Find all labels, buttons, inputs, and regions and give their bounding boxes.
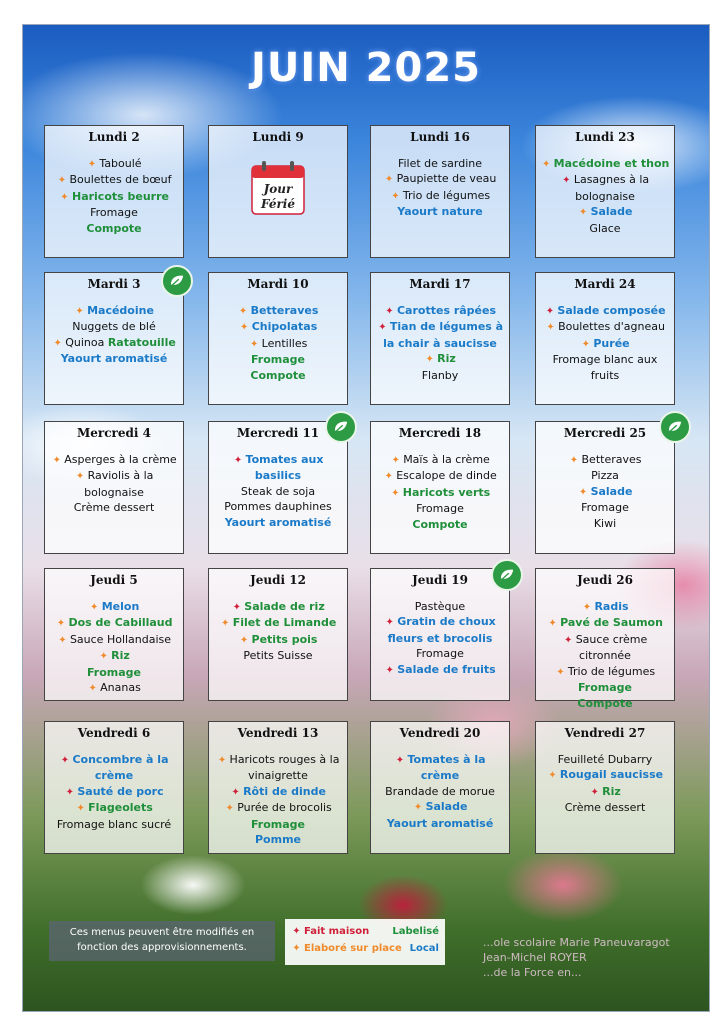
menu-item-text: Fromage bbox=[577, 681, 632, 694]
menu-item-text: Rôti de dinde bbox=[243, 784, 326, 798]
menu-item bbox=[212, 319, 344, 336]
orange-star-icon: ✦ bbox=[240, 322, 249, 333]
disclaimer-note: Ces menus peuvent être modifiés en fonction des approvisionnements. bbox=[49, 921, 275, 961]
day-title: Mardi 17 bbox=[409, 277, 471, 291]
red-star-icon: ✦ bbox=[385, 305, 394, 317]
menu-item bbox=[212, 784, 344, 801]
menu-item-text: Salade bbox=[590, 484, 633, 498]
day-card bbox=[44, 125, 184, 258]
signature-line: ...ole scolaire Marie Paneuvaragot bbox=[483, 936, 670, 949]
menu-item bbox=[374, 784, 506, 800]
menu-item bbox=[212, 800, 344, 817]
menu-item-text: Chipolatas bbox=[251, 320, 318, 333]
menu-item bbox=[374, 351, 506, 368]
menu-item-text: Pomme bbox=[254, 833, 301, 846]
ferie-text-1: Jour bbox=[263, 181, 293, 196]
menu-item bbox=[48, 335, 180, 352]
menu-poster bbox=[22, 24, 710, 1012]
menu-item-text: Tomates aux basilics bbox=[245, 452, 324, 482]
menu-item-text: Asperges à la crème bbox=[64, 452, 177, 466]
red-star-icon: ✦ bbox=[60, 754, 70, 766]
menu-item-text: Rougail saucisse bbox=[559, 768, 664, 781]
menu-item-text: Feuilleté Dubarry bbox=[557, 752, 653, 766]
menu-item bbox=[212, 648, 344, 664]
menu-item bbox=[48, 172, 180, 189]
menu-item bbox=[539, 800, 671, 816]
red-star-icon: ✦ bbox=[232, 601, 241, 613]
menu-item-text: Crème dessert bbox=[564, 801, 646, 814]
menu-item bbox=[48, 468, 180, 500]
legend-labelise: Labelisé bbox=[392, 926, 439, 937]
menu-item-text: Tomates à la crème bbox=[407, 752, 486, 782]
menu-item-text: Steak de soja bbox=[240, 484, 316, 498]
menu-item bbox=[48, 817, 180, 833]
menu-item-text: Riz bbox=[111, 649, 130, 662]
menu-item bbox=[374, 816, 506, 832]
orange-star-icon: ✦ bbox=[249, 338, 259, 350]
organic-label-icon bbox=[491, 559, 523, 591]
orange-star-icon: ✦ bbox=[425, 354, 434, 365]
menu-item bbox=[212, 352, 344, 368]
menu-item bbox=[539, 599, 671, 616]
menu-item bbox=[539, 696, 671, 712]
menu-item-text: Lasagnes à la bolognaise bbox=[573, 173, 650, 203]
menu-item bbox=[539, 752, 671, 768]
menu-item-text: Fromage blanc aux fruits bbox=[552, 353, 658, 382]
menu-item bbox=[212, 499, 344, 515]
menu-item-text: Trio de légumes bbox=[402, 188, 491, 202]
menu-item-text: Pommes dauphines bbox=[224, 500, 332, 513]
menu-item bbox=[48, 303, 180, 320]
menu-item bbox=[48, 319, 180, 335]
red-star-icon: ✦ bbox=[385, 664, 394, 676]
menu-item-text: Purée bbox=[593, 336, 630, 350]
menu-item-text: Filet de sardine bbox=[397, 156, 483, 170]
menu-item bbox=[212, 452, 344, 484]
red-star-icon: ✦ bbox=[564, 634, 573, 646]
day-title: Lundi 2 bbox=[88, 130, 140, 144]
orange-star-icon: ✦ bbox=[546, 322, 555, 333]
menu-item-text: Yaourt aromatisé bbox=[224, 515, 332, 529]
menu-item bbox=[539, 784, 671, 801]
menu-item bbox=[539, 615, 671, 632]
day-card bbox=[535, 721, 675, 854]
menu-item bbox=[374, 662, 506, 679]
orange-star-icon: ✦ bbox=[578, 486, 588, 498]
red-star-icon: ✦ bbox=[292, 926, 301, 937]
menu-item-text: Salade de fruits bbox=[397, 662, 496, 676]
menu-item-text: Riz bbox=[602, 784, 621, 798]
day-card bbox=[535, 568, 675, 710]
signature-line: ...de la Force en... bbox=[483, 966, 582, 979]
menu-item-text: Fromage bbox=[250, 353, 305, 366]
menu-item-text: Trio de légumes bbox=[567, 664, 656, 678]
day-card bbox=[208, 272, 348, 405]
menu-item-text: Melon bbox=[101, 599, 140, 613]
menu-item-text: Yaourt aromatisé bbox=[386, 816, 494, 830]
orange-star-icon: ✦ bbox=[292, 943, 301, 954]
day-card bbox=[208, 125, 348, 258]
orange-star-icon: ✦ bbox=[57, 175, 67, 186]
red-star-icon: ✦ bbox=[65, 786, 75, 798]
day-card bbox=[44, 721, 184, 854]
orange-star-icon: ✦ bbox=[384, 174, 394, 185]
menu-item-text: Pavé de Saumon bbox=[560, 616, 663, 629]
menu-item bbox=[48, 189, 180, 206]
menu-item-text: Riz bbox=[437, 352, 456, 365]
menu-item-text: Fromage blanc sucré bbox=[56, 817, 172, 831]
red-star-icon: ✦ bbox=[233, 454, 243, 466]
legend bbox=[285, 919, 445, 965]
menu-item-text: Yaourt aromatisé bbox=[60, 352, 168, 365]
menu-item-text: Macédoine bbox=[87, 303, 154, 317]
jour-ferie-illustration bbox=[212, 158, 344, 218]
legend-elabore: Elaboré sur place bbox=[304, 943, 402, 954]
orange-star-icon: ✦ bbox=[220, 618, 230, 629]
menu-item bbox=[48, 156, 180, 173]
day-card bbox=[208, 721, 348, 854]
menu-item-text: Salade bbox=[425, 800, 468, 813]
menu-item-text: Yaourt nature bbox=[397, 205, 483, 218]
menu-item bbox=[374, 171, 506, 188]
orange-star-icon: ✦ bbox=[556, 666, 565, 678]
menu-item bbox=[374, 368, 506, 384]
red-star-icon: ✦ bbox=[231, 786, 240, 798]
day-title: Mardi 24 bbox=[574, 277, 636, 291]
orange-star-icon: ✦ bbox=[548, 618, 557, 629]
menu-item bbox=[212, 632, 344, 649]
menu-item-text: Pastèque bbox=[414, 599, 466, 613]
orange-star-icon: ✦ bbox=[75, 305, 84, 317]
menu-item bbox=[539, 516, 671, 532]
orange-star-icon: ✦ bbox=[99, 651, 108, 662]
menu-item bbox=[48, 205, 180, 221]
menu-item bbox=[48, 800, 180, 817]
menu-item bbox=[212, 303, 344, 320]
day-title: Lundi 9 bbox=[252, 130, 304, 144]
menu-item-text: Brandade de morue bbox=[385, 784, 495, 798]
menu-item-text: Compote bbox=[577, 696, 633, 710]
page-title: JUIN 2025 bbox=[251, 45, 481, 91]
menu-item-text: Petits Suisse bbox=[243, 649, 313, 662]
legend-local: Local bbox=[409, 943, 439, 954]
menu-item bbox=[48, 221, 180, 237]
menu-item bbox=[48, 752, 180, 784]
day-card bbox=[44, 568, 184, 701]
menu-item bbox=[212, 515, 344, 531]
menu-item-text: Compote bbox=[250, 368, 306, 382]
menu-item bbox=[374, 485, 506, 502]
menu-item-text: Quinoa bbox=[65, 335, 108, 349]
menu-item-text: Pizza bbox=[591, 469, 619, 482]
orange-star-icon: ✦ bbox=[391, 487, 400, 499]
menu-item-text: Boulettes de bœuf bbox=[69, 173, 172, 186]
day-card bbox=[208, 568, 348, 701]
orange-star-icon: ✦ bbox=[90, 601, 99, 613]
signature-line: Jean-Michel ROYER bbox=[483, 951, 587, 964]
menu-item-text: Filet de Limande bbox=[232, 616, 337, 629]
menu-item-text: Sauté de porc bbox=[77, 784, 164, 798]
menu-item bbox=[539, 303, 671, 320]
menu-item-text: Fromage bbox=[250, 817, 305, 831]
red-star-icon: ✦ bbox=[562, 175, 571, 186]
menu-item bbox=[48, 784, 180, 801]
menu-item bbox=[48, 351, 180, 367]
red-star-icon: ✦ bbox=[395, 754, 405, 766]
red-star-icon: ✦ bbox=[378, 322, 387, 333]
orange-star-icon: ✦ bbox=[225, 803, 234, 814]
menu-item-text: Compote bbox=[86, 221, 142, 235]
menu-item bbox=[539, 156, 671, 173]
menu-item bbox=[48, 452, 180, 469]
menu-item-text: Sauce crème citronnée bbox=[575, 632, 648, 662]
menu-item bbox=[48, 500, 180, 516]
menu-item bbox=[539, 352, 671, 383]
menu-item bbox=[48, 648, 180, 665]
day-title: Mercredi 25 bbox=[563, 426, 647, 440]
menu-item bbox=[212, 817, 344, 833]
orange-star-icon: ✦ bbox=[391, 190, 400, 202]
menu-item-text: Nuggets de blé bbox=[72, 320, 156, 333]
day-title: Lundi 16 bbox=[410, 130, 470, 144]
menu-item bbox=[539, 500, 671, 516]
menu-item bbox=[374, 517, 506, 533]
menu-item bbox=[539, 484, 671, 501]
menu-item-text: Carottes râpées bbox=[396, 303, 497, 317]
menu-item bbox=[539, 767, 671, 784]
menu-item bbox=[374, 188, 506, 205]
menu-item-text: Boulettes d'agneau bbox=[558, 320, 665, 333]
menu-item bbox=[539, 319, 671, 336]
menu-item-text: Paupiette de veau bbox=[396, 172, 497, 185]
menu-item-text: Ananas bbox=[100, 681, 141, 694]
menu-item bbox=[539, 468, 671, 484]
day-title: Mardi 3 bbox=[87, 277, 141, 291]
day-card bbox=[370, 272, 510, 405]
menu-item-text: Petits pois bbox=[251, 632, 318, 646]
menu-item bbox=[212, 484, 344, 500]
orange-star-icon: ✦ bbox=[88, 683, 97, 694]
menu-item bbox=[539, 221, 671, 237]
day-title: Jeudi 12 bbox=[250, 573, 306, 587]
menu-item-text: Ratatouille bbox=[107, 335, 176, 349]
day-title: Vendredi 13 bbox=[237, 726, 319, 740]
menu-item-text: Taboulé bbox=[99, 156, 142, 170]
menu-item bbox=[539, 172, 671, 204]
menu-item bbox=[374, 452, 506, 469]
day-title: Mercredi 18 bbox=[398, 426, 482, 440]
menu-item-text: Compote bbox=[412, 517, 468, 531]
orange-star-icon: ✦ bbox=[384, 471, 393, 482]
menu-item-text: Salade composée bbox=[557, 303, 666, 317]
menu-item-text: Lentilles bbox=[261, 336, 308, 350]
orange-star-icon: ✦ bbox=[58, 634, 67, 646]
menu-item bbox=[374, 319, 506, 351]
day-card bbox=[44, 421, 184, 554]
day-title: Vendredi 6 bbox=[77, 726, 151, 740]
day-title: Mardi 10 bbox=[247, 277, 309, 291]
menu-item bbox=[212, 615, 344, 632]
menu-item-text: Maïs à la crème bbox=[403, 452, 490, 466]
menu-item-text: Fromage bbox=[581, 501, 629, 514]
day-card bbox=[370, 421, 510, 554]
orange-star-icon: ✦ bbox=[413, 802, 423, 813]
red-star-icon: ✦ bbox=[590, 786, 599, 798]
menu-item-text: Flageolets bbox=[88, 801, 153, 814]
orange-star-icon: ✦ bbox=[217, 754, 227, 766]
orange-star-icon: ✦ bbox=[56, 618, 66, 629]
menu-item-text: Fromage bbox=[90, 206, 138, 219]
menu-item-text: Gratin de choux fleurs et brocolis bbox=[387, 615, 496, 645]
menu-item bbox=[539, 452, 671, 469]
menu-item-text: Fromage bbox=[416, 647, 464, 660]
menu-item-text: Salade de riz bbox=[244, 599, 325, 613]
orange-star-icon: ✦ bbox=[239, 634, 249, 646]
menu-item bbox=[48, 680, 180, 697]
day-title: Jeudi 5 bbox=[90, 573, 138, 587]
menu-item bbox=[212, 336, 344, 353]
orange-star-icon: ✦ bbox=[548, 770, 557, 781]
menu-item-text: Salade bbox=[590, 205, 633, 218]
menu-item-text: Haricots verts bbox=[402, 485, 491, 499]
orange-star-icon: ✦ bbox=[569, 454, 579, 466]
menu-item-text: Fromage bbox=[86, 665, 141, 679]
menu-item-text: Haricots beurre bbox=[71, 189, 169, 203]
menu-item bbox=[374, 599, 506, 615]
menu-item bbox=[374, 752, 506, 784]
menu-item bbox=[374, 646, 506, 662]
menu-item bbox=[539, 204, 671, 221]
legend-fait-maison: Fait maison bbox=[304, 926, 370, 937]
signature-block bbox=[483, 935, 703, 980]
menu-item bbox=[48, 599, 180, 616]
menu-item bbox=[212, 832, 344, 848]
day-card bbox=[370, 125, 510, 258]
day-title: Lundi 23 bbox=[575, 130, 635, 144]
menu-item bbox=[48, 665, 180, 681]
menu-item-text: Escalope de dinde bbox=[396, 469, 497, 482]
organic-label-icon bbox=[659, 411, 691, 443]
menu-item-text: Glace bbox=[589, 221, 621, 235]
menu-item-text: Flanby bbox=[421, 368, 459, 382]
menu-item bbox=[374, 303, 506, 320]
red-star-icon: ✦ bbox=[545, 305, 555, 317]
menu-item-text: Haricots rouges à la vinaigrette bbox=[229, 752, 340, 782]
orange-star-icon: ✦ bbox=[238, 305, 248, 317]
orange-star-icon: ✦ bbox=[578, 207, 588, 218]
menu-item bbox=[539, 336, 671, 353]
menu-item bbox=[374, 799, 506, 816]
orange-star-icon: ✦ bbox=[87, 158, 97, 170]
menu-item bbox=[374, 204, 506, 220]
orange-star-icon: ✦ bbox=[53, 337, 62, 349]
menu-item bbox=[374, 468, 506, 485]
menu-item bbox=[539, 632, 671, 664]
orange-star-icon: ✦ bbox=[541, 158, 551, 170]
day-card bbox=[535, 125, 675, 258]
menu-item-text: Betteraves bbox=[250, 303, 319, 317]
menu-item-text: Kiwi bbox=[593, 516, 617, 530]
menu-item bbox=[212, 599, 344, 616]
menu-item-text: Crème dessert bbox=[73, 501, 155, 514]
menu-item-text: Fromage bbox=[416, 502, 464, 515]
menu-item bbox=[374, 501, 506, 517]
day-title: Mercredi 4 bbox=[77, 426, 151, 440]
menu-item bbox=[48, 615, 180, 632]
menu-item-text: Tian de légumes à la chair à saucisse bbox=[383, 320, 504, 350]
menu-item-text: Concombre à la crème bbox=[72, 752, 169, 782]
day-card bbox=[370, 568, 510, 701]
menu-item-text: Raviolis à la bolognaise bbox=[84, 469, 154, 499]
orange-star-icon: ✦ bbox=[76, 803, 85, 814]
menu-item bbox=[539, 680, 671, 696]
orange-star-icon: ✦ bbox=[75, 471, 85, 482]
ferie-text-2: Férié bbox=[260, 196, 296, 211]
menu-item-text: Dos de Cabillaud bbox=[68, 616, 173, 629]
menu-item bbox=[212, 368, 344, 384]
day-title: Vendredi 27 bbox=[564, 726, 646, 740]
day-title: Jeudi 26 bbox=[577, 573, 633, 587]
orange-star-icon: ✦ bbox=[391, 454, 400, 466]
day-title: Mercredi 11 bbox=[236, 426, 320, 440]
day-title: Vendredi 20 bbox=[399, 726, 481, 740]
menu-item bbox=[374, 156, 506, 172]
menu-item-text: Radis bbox=[594, 599, 629, 613]
organic-label-icon bbox=[325, 411, 357, 443]
menu-item bbox=[374, 614, 506, 646]
red-star-icon: ✦ bbox=[385, 617, 394, 628]
menu-item-text: Betteraves bbox=[581, 452, 642, 466]
menu-item bbox=[539, 664, 671, 681]
day-card bbox=[535, 272, 675, 405]
orange-star-icon: ✦ bbox=[60, 191, 69, 203]
organic-label-icon bbox=[161, 265, 193, 297]
day-card bbox=[535, 421, 675, 554]
day-title: Jeudi 19 bbox=[412, 573, 468, 587]
menu-item bbox=[212, 752, 344, 784]
orange-star-icon: ✦ bbox=[582, 601, 592, 613]
menu-item-text: Sauce Hollandaise bbox=[69, 632, 172, 646]
menu-item-text: Purée de brocolis bbox=[237, 801, 332, 814]
menu-item-text: Macédoine et thon bbox=[553, 156, 670, 170]
menu-item bbox=[48, 632, 180, 649]
orange-star-icon: ✦ bbox=[52, 454, 61, 466]
orange-star-icon: ✦ bbox=[581, 338, 591, 350]
day-card bbox=[370, 721, 510, 854]
